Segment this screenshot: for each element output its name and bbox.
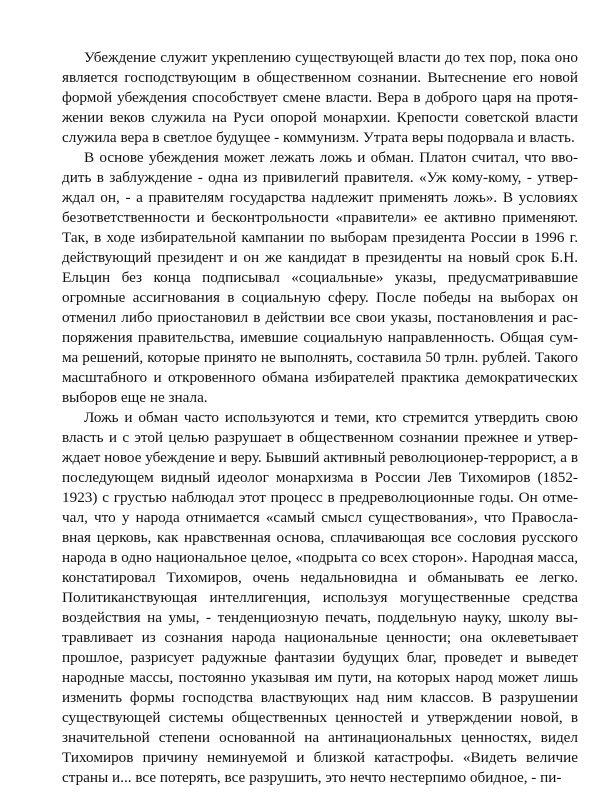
- paragraph-3: Ложь и обман часто используются и теми, кто стремится утвердить свою власть и с этой целью разрушает в общественном сознании прежнее и утверждает новое убеждение и веру. Бывший активный революционер-террорист, а в последующем видный идеолог монархизма в России Лев Тихомиров (1852-1923) с грустью наблюдал этот процесс в предреволюционные годы. Он отмечал, что у народа отнимается «самый смысл существования», что Православная церковь, как нравственная основа, сплачивающая все сословия русского народа в одно национальное целое, «подрыта со всех сторон». Народная масса, констатировал Тихомиров, очень недальновидна и обманывать ее легко. Политиканствующая интеллигенция, используя могущественные средства воздействия на умы, - тенденциозную печать, поддельную науку, школу вытравливает из сознания народа национальные ценности; она оклеветывает прошлое, разрисует радужные фантазии будущих благ, проведет и выведет народные массы, постоянно указывая им пути, на которых народ может лишь изменить формы господства властвующих над ним классов. В разрушении существующей системы общественных ценностей и утверждении новой, в значительной степени основанной на антинациональных ценностях, видел Тихомиров причину неминуемой и близкой катастрофы. «Видеть величие страны и... все потерять, все разрушить, это нечто нестерпимо обидное, - пи-: [62, 409, 578, 786]
- paragraph-1: Убеждение служит укреплению существующей власти до тех пор, пока оно является господствующим в общественном сознании. Вытеснение его новой формой убеждения способствует смене власти. Вера в доброго царя на протяжении веков служила на Руси опорой монархии. Крепости советской власти служила вера в светлое будущее - коммунизм. Утрата веры подорвала и власть.: [62, 49, 578, 146]
- paragraph-2: В основе убеждения может лежать ложь и обман. Платон считал, что вводить в заблуждение - одна из привилегий правителя. «Уж кому-кому, - утверждал он, - а правителям государства надлежит применять ложь». В условиях безответственности и бесконтрольности «правители» ее активно применяют. Так, в ходе избирательной кампании по выборам президента России в 1996 г. действующий президент и он же кандидат в президенты на новый срок Б.Н. Ельцин без конца подписывал «социальные» указы, предусматривавшие огромные ассигнования в социальную сферу. После победы на выборах он отменил либо приостановил в действии все свои указы, постановления и распоряжения правительства, имевшие социальную направленность. Общая сумма решений, которые принято не выполнять, составила 50 трлн. рублей. Такого масштабного и откровенного обмана избирателей практика демократических выборов еще не знала.: [62, 149, 578, 406]
- document-page: [62, 48, 578, 788]
